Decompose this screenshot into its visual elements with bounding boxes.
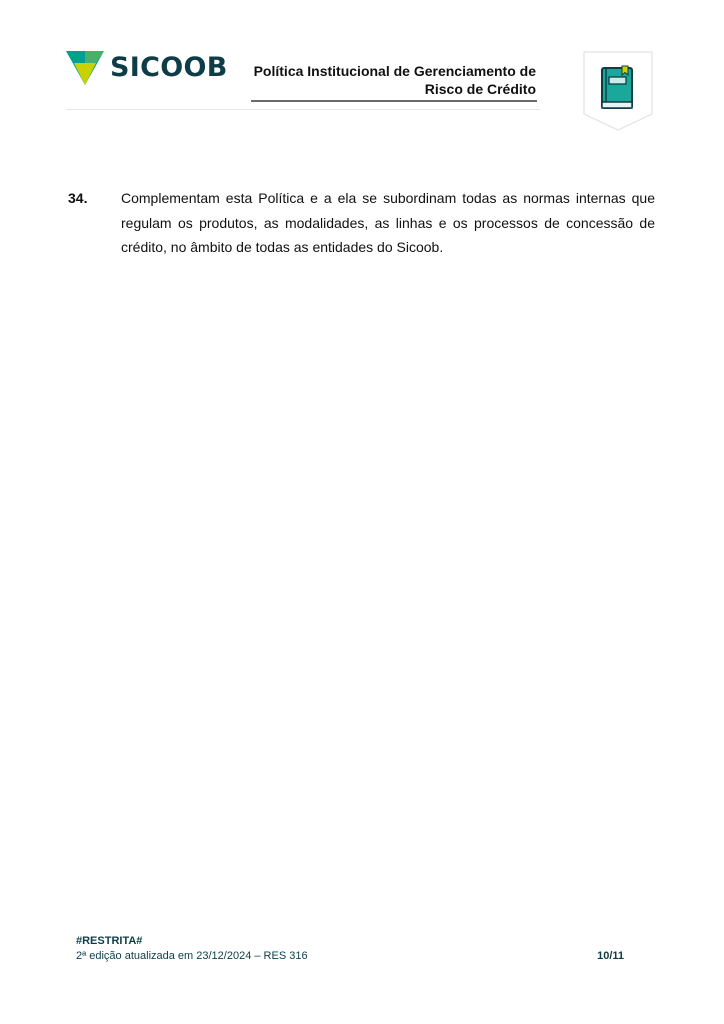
document-badge bbox=[582, 50, 654, 132]
page-number: 10/11 bbox=[597, 950, 624, 962]
sicoob-logo bbox=[66, 48, 228, 86]
header-divider bbox=[66, 109, 540, 110]
clause-text: Complementam esta Política e a ela se subordinam todas as normas internas que regulam os produtos, as modalidades, as linhas e os processos de concessão de crédito, no âmbito de todas as entidades do Sicoob. bbox=[121, 190, 655, 255]
classification-label: #RESTRITA# bbox=[76, 935, 143, 947]
clause-number: 34. bbox=[68, 190, 88, 206]
clause-34 bbox=[68, 186, 655, 260]
edition-note: 2ª edição atualizada em 23/12/2024 – RES 316 bbox=[76, 950, 308, 962]
title-underline bbox=[251, 100, 537, 102]
sicoob-logo-mark bbox=[66, 49, 106, 85]
book-icon bbox=[602, 66, 632, 108]
logo-wordmark: SICOOB bbox=[110, 51, 228, 83]
document-title-line-1: Política Institucional de Gerenciamento de bbox=[253, 63, 536, 79]
document-title-line-2: Risco de Crédito bbox=[424, 81, 536, 97]
document-title bbox=[246, 62, 536, 98]
